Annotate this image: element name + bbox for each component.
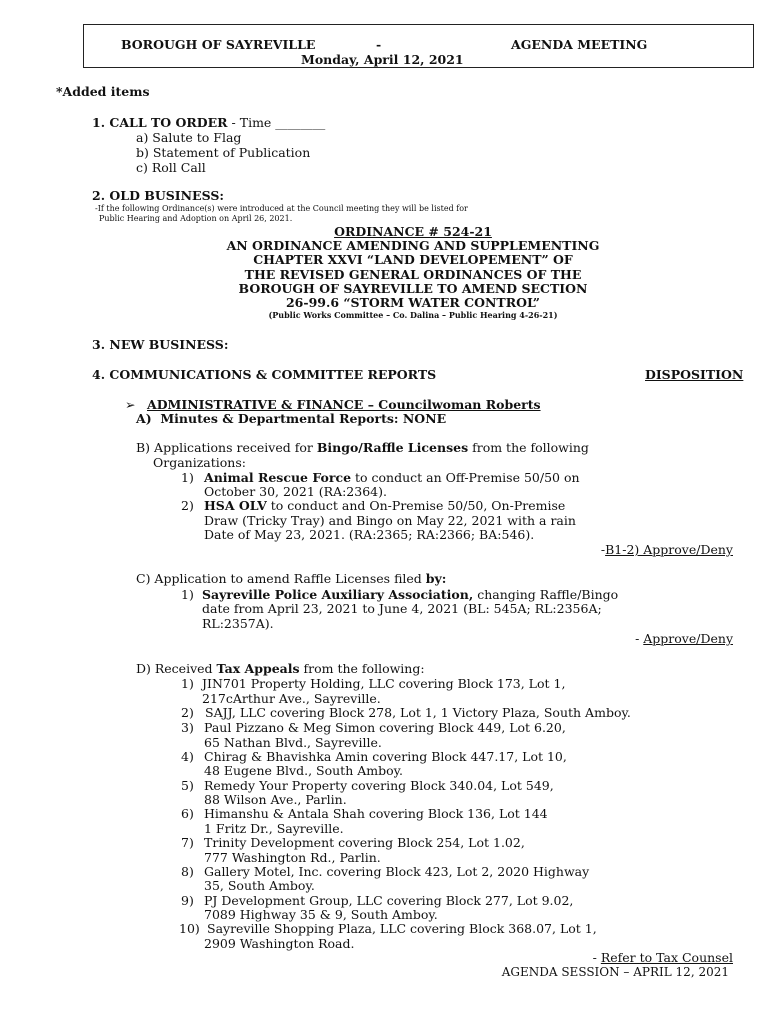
ordinance-title-line-4: BOROUGH OF SAYREVILLE TO AMEND SECTION xyxy=(238,281,588,296)
item-b1-line-2: October 30, 2021 (RA:2364). xyxy=(204,484,387,499)
admin-finance-heading: ADMINISTRATIVE & FINANCE – Councilwoman Roberts xyxy=(147,397,541,412)
tax-appeal-5-num: 5) xyxy=(181,778,194,793)
tax-appeal-1-line-2: 217cArthur Ave., Sayreville. xyxy=(202,691,381,706)
old-business-note-2: Public Hearing and Adoption on April 26, 2021. xyxy=(99,214,293,223)
disposition-heading: DISPOSITION xyxy=(645,367,744,382)
header-borough: BOROUGH OF SAYREVILLE xyxy=(121,37,316,52)
item-b-line-2: Organizations: xyxy=(153,455,246,470)
item-d-disposition: - Refer to Tax Counsel xyxy=(592,950,733,965)
call-item-publication: b) Statement of Publication xyxy=(136,145,311,160)
item-b-disposition: -B1-2) Approve/Deny xyxy=(600,542,733,557)
item-c: C) Application to amend Raffle Licenses filed by: xyxy=(136,571,447,586)
ordinance-title-line-1: AN ORDINANCE AMENDING AND SUPPLEMENTING xyxy=(226,238,600,253)
tax-appeal-10-num: 10) xyxy=(179,921,200,936)
tax-appeal-8: Gallery Motel, Inc. covering Block 423, Lot 2, 2020 Highway xyxy=(204,864,590,879)
tax-appeal-7: Trinity Development covering Block 254, Lot 1.02, xyxy=(204,835,525,850)
page-footer: AGENDA SESSION – APRIL 12, 2021 xyxy=(501,965,729,979)
tax-appeal-2-num: 2) xyxy=(181,705,194,720)
item-d: D) Received Tax Appeals from the following: xyxy=(136,661,425,676)
tax-appeal-4-num: 4) xyxy=(181,749,194,764)
ordinance-title-line-5: 26-99.6 “STORM WATER CONTROL” xyxy=(285,295,540,310)
tax-appeal-9: PJ Development Group, LLC covering Block 277, Lot 9.02, xyxy=(204,893,574,908)
tax-appeal-6: Himanshu & Antala Shah covering Block 136, Lot 144 xyxy=(204,806,548,821)
ordinance-title-line-3: THE REVISED GENERAL ORDINANCES OF THE xyxy=(244,267,582,282)
old-business-heading: 2. OLD BUSINESS: xyxy=(92,188,224,203)
ordinance-note: (Public Works Committee – Co. Dalina – Public Hearing 4-26-21) xyxy=(268,310,558,320)
bullet-arrow: ➢ xyxy=(125,397,136,412)
tax-appeal-4-line-2: 48 Eugene Blvd., South Amboy. xyxy=(204,763,404,778)
tax-appeal-1-num: 1) xyxy=(181,676,194,691)
tax-appeal-3-line-2: 65 Nathan Blvd., Sayreville. xyxy=(204,735,382,750)
tax-appeal-4: Chirag & Bhavishka Amin covering Block 447.17, Lot 10, xyxy=(204,749,567,764)
ordinance-number: ORDINANCE # 524-21 xyxy=(334,224,492,239)
tax-appeal-9-line-2: 7089 Highway 35 & 9, South Amboy. xyxy=(204,907,438,922)
old-business-note-1: -If the following Ordinance(s) were introduced at the Council meeting they will be listed for xyxy=(95,204,468,213)
tax-appeal-7-num: 7) xyxy=(181,835,194,850)
added-items: *Added items xyxy=(56,84,150,99)
item-b1-num: 1) xyxy=(181,470,194,485)
tax-appeal-1: JIN701 Property Holding, LLC covering Block 173, Lot 1, xyxy=(202,676,566,691)
tax-appeal-8-num: 8) xyxy=(181,864,194,879)
item-a: A) Minutes & Departmental Reports: NONE xyxy=(136,411,447,426)
tax-appeal-8-line-2: 35, South Amboy. xyxy=(204,878,315,893)
communications-heading: 4. COMMUNICATIONS & COMMITTEE REPORTS xyxy=(92,367,437,382)
tax-appeal-7-line-2: 777 Washington Rd., Parlin. xyxy=(204,850,381,865)
item-b2-line-2: Draw (Tricky Tray) and Bingo on May 22, 2021 with a rain xyxy=(204,513,576,528)
tax-appeal-6-line-2: 1 Fritz Dr., Sayreville. xyxy=(204,821,344,836)
item-b1: Animal Rescue Force to conduct an Off-Premise 50/50 on xyxy=(204,470,580,485)
call-item-salute: a) Salute to Flag xyxy=(136,130,242,145)
tax-appeal-5-line-2: 88 Wilson Ave., Parlin. xyxy=(204,792,347,807)
call-to-order: 1. CALL TO ORDER - Time ________ xyxy=(92,115,326,130)
header-meeting: AGENDA MEETING xyxy=(511,37,648,52)
tax-appeal-6-num: 6) xyxy=(181,806,194,821)
tax-appeal-10-line-2: 2909 Washington Road. xyxy=(204,936,355,951)
ordinance-title-line-2: CHAPTER XXVI “LAND DEVELOPEMENT” OF xyxy=(253,252,573,267)
item-b2: HSA OLV to conduct and On-Premise 50/50, On-Premise xyxy=(204,498,566,513)
item-b: B) Applications received for Bingo/Raffle Licenses from the following xyxy=(136,440,589,455)
header-dash: - xyxy=(376,37,382,52)
item-c1-line-2: date from April 23, 2021 to June 4, 2021 (BL: 545A; RL:2356A; xyxy=(202,601,602,616)
tax-appeal-10: Sayreville Shopping Plaza, LLC covering Block 368.07, Lot 1, xyxy=(207,921,597,936)
item-c1-line-3: RL:2357A). xyxy=(202,616,274,631)
item-c-disposition: - Approve/Deny xyxy=(635,631,733,646)
tax-appeal-3: Paul Pizzano & Meg Simon covering Block 449, Lot 6.20, xyxy=(204,720,566,735)
header-date: Monday, April 12, 2021 xyxy=(301,52,464,67)
item-b2-num: 2) xyxy=(181,498,194,513)
tax-appeal-3-num: 3) xyxy=(181,720,194,735)
new-business-heading: 3. NEW BUSINESS: xyxy=(92,337,229,352)
tax-appeal-2: SAJJ, LLC covering Block 278, Lot 1, 1 Victory Plaza, South Amboy. xyxy=(205,705,631,720)
item-b2-line-3: Date of May 23, 2021. (RA:2365; RA:2366; BA:546). xyxy=(204,527,535,542)
item-c1: Sayreville Police Auxiliary Association, changing Raffle/Bingo xyxy=(202,587,619,602)
item-c1-num: 1) xyxy=(181,587,194,602)
call-item-roll: c) Roll Call xyxy=(136,160,206,175)
tax-appeal-9-num: 9) xyxy=(181,893,194,908)
tax-appeal-5: Remedy Your Property covering Block 340.04, Lot 549, xyxy=(204,778,554,793)
